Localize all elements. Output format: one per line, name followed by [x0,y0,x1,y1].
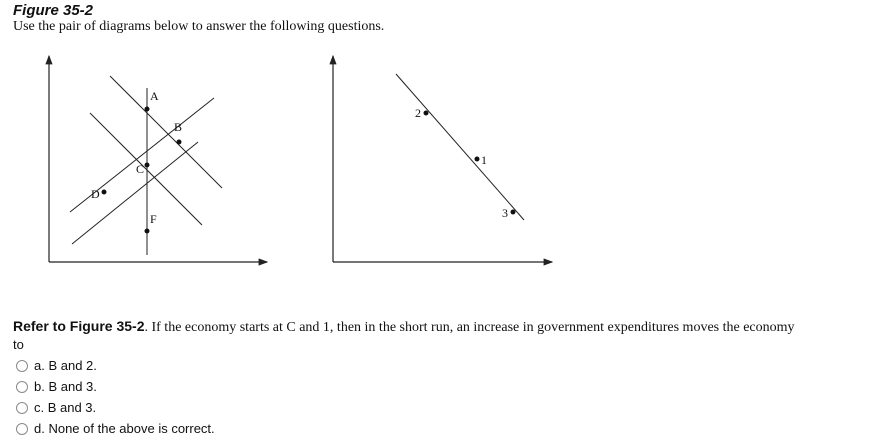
point-b [177,140,182,145]
label-2: 2 [415,106,421,120]
point-3 [511,210,516,215]
question-ref: Refer to Figure 35-2 [13,318,145,334]
option-d[interactable] [16,418,215,439]
question-wrap: to [13,337,24,352]
figure-title: Figure 35-2 [13,2,94,19]
radio-b[interactable] [16,381,28,393]
option-d-label: d. None of the above is correct. [34,421,215,436]
label-3: 3 [502,206,508,220]
label-a: A [150,89,159,103]
label-c: C [136,162,145,176]
option-c[interactable] [16,397,215,418]
point-1 [475,157,480,162]
left-diagram [49,56,267,262]
point-f [145,229,150,234]
right-diagram [333,56,552,262]
option-b[interactable] [16,376,215,397]
question-text [13,318,873,354]
ad-curve-upper [110,76,222,188]
option-a-label: a. B and 2. [34,358,97,373]
radio-d[interactable] [16,423,28,435]
phillips-curve [396,74,524,220]
question-body: . If the economy starts at C and 1, then in the short run, an increase in government expenditures moves the economy [144,320,795,335]
ad-curve-lower [90,113,202,225]
option-b-label: b. B and 3. [34,379,97,394]
answer-options [16,355,215,439]
radio-a[interactable] [16,360,28,372]
figure-instruction: Use the pair of diagrams below to answer the following questions. [13,19,385,34]
option-a[interactable] [16,355,215,376]
label-1: 1 [481,153,487,167]
label-d: D [91,187,100,201]
label-b: B [174,120,183,134]
point-c [145,163,150,168]
label-f: F [150,212,157,226]
radio-c[interactable] [16,402,28,414]
point-2 [424,111,429,116]
point-d [102,190,107,195]
option-c-label: c. B and 3. [34,400,97,415]
point-a [145,107,150,112]
